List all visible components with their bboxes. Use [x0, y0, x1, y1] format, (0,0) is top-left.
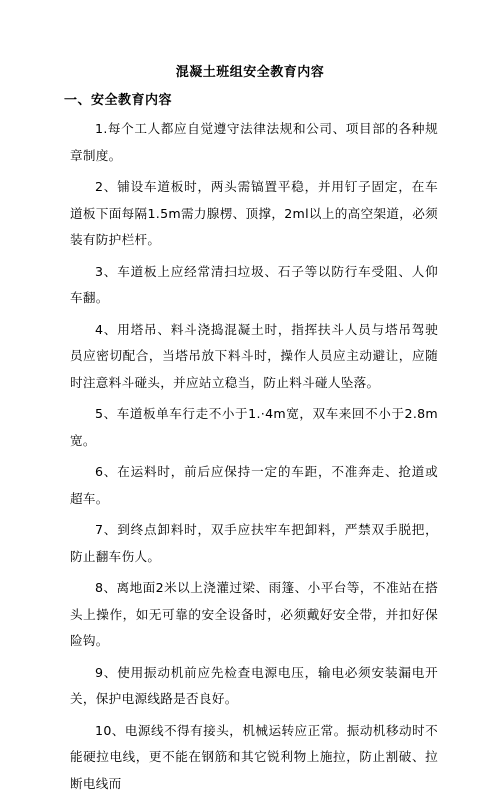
paragraph-9: 9、使用振动机前应先检查电源电压，输电必须安装漏电开关，保护电源线路是否良好。 [70, 664, 438, 706]
paragraph-6: 6、在运料时，前后应保持一定的车距，不准奔走、抢道或超车。 [70, 464, 438, 506]
document-body [70, 116, 438, 802]
paragraph-10: 10、电源线不得有接头，机械运转应正常。振动机移动时不能硬拉电线，更不能在钢筋和其它锐利物上施拉，防止割破、拉断电线而 [70, 722, 438, 791]
document-title: 混凝土班组安全教育内容 [175, 65, 325, 80]
paragraph-2: 2、铺设车道板时，两头需镐置平稳，并用钉子固定，在车道板下面每隔1.5m需力腺楞、顶撑，2ml以上的高空架道，必须装有防护栏杆。 [70, 179, 438, 247]
paragraph-3: 3、车道板上应经常清扫垃圾、石子等以防行车受阻、人仰车翻。 [70, 263, 438, 305]
paragraph-4: 4、用塔吊、料斗浇捣混凝土时，指挥扶斗人员与塔吊驾驶员应密切配合，当塔吊放下料斗时，操作人员应主动避让，应随时注意料斗碰头，并应站立稳当，防止料斗碰人坠落。 [70, 321, 438, 390]
paragraph-7: 7、到终点卸料时，双手应扶牢车把卸料，严禁双手脱把，防止翻车伤人。 [70, 522, 438, 564]
paragraph-5: 5、车道板单车行走不小于1.·4m宽，双车来回不小于2.8m宽。 [70, 406, 438, 448]
section-heading: 一、安全教育内容 [64, 93, 173, 108]
paragraph-8: 8、离地面2米以上浇灌过梁、雨篷、小平台等，不准站在搭头上操作，如无可靠的安全设备时，必须戴好安全带，并扣好保险钩。 [70, 580, 438, 648]
paragraph-1: 1.每个工人都应自觉遵守法律法规和公司、项目部的各种规章制度。 [70, 121, 438, 163]
